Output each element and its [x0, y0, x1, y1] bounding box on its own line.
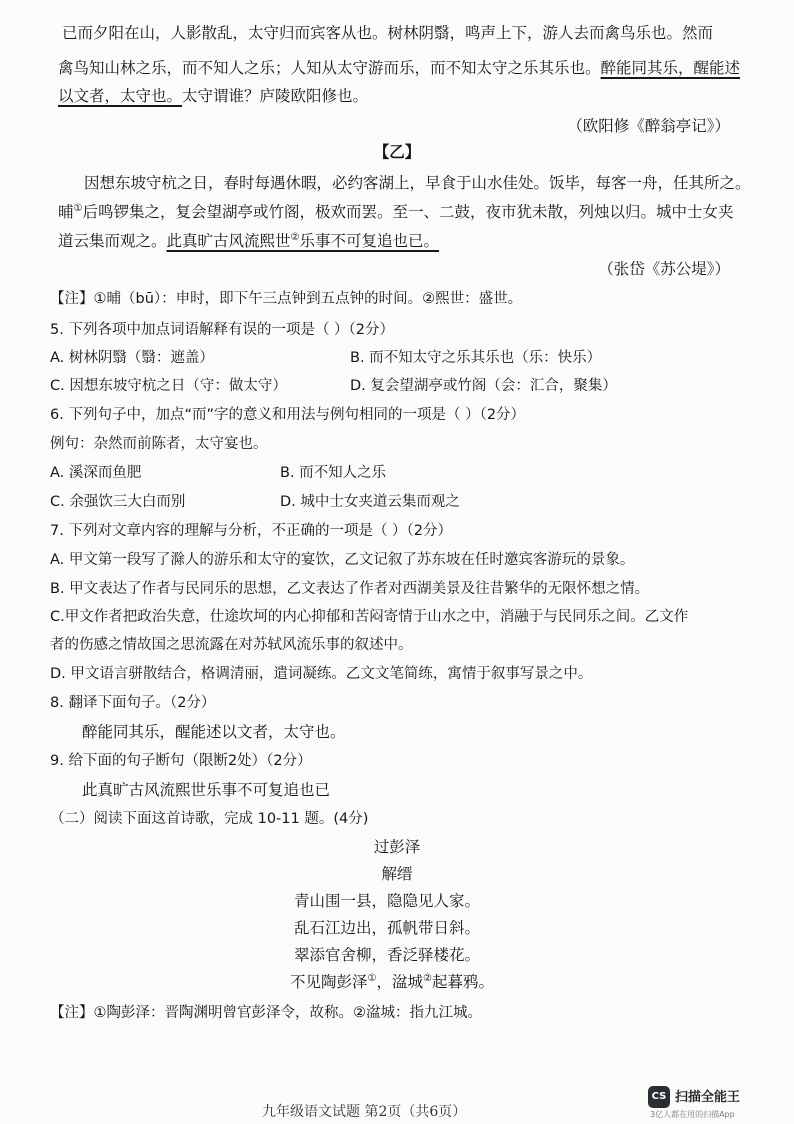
poem-author: 解缙	[381, 865, 413, 883]
question-8: 8. 翻译下面句子。（2分）	[50, 695, 216, 711]
underlined-sentence-b: 此真旷古风流熙世②乐事不可复追也已。	[166, 231, 440, 250]
poem-line-1: 青山围一县，隐隐见人家。	[294, 892, 481, 910]
question-7-option-d: D. 甲文语言骈散结合，格调清丽，遣词凝练。乙文文笔简练，寓情于叙事写景之中。	[50, 666, 593, 682]
camscanner-logo-icon: CS	[648, 1086, 670, 1108]
question-9: 9. 给下面的句子断句（限断2处）（2分）	[50, 753, 312, 769]
watermark-subtitle: 3亿人都在用的扫描App	[650, 1110, 735, 1119]
question-7-option-a: A. 甲文第一段写了滁人的游乐和太守的宴饮，乙文记叙了苏东坡在任时邀宾客游玩的景象。	[50, 552, 635, 568]
question-6: 6. 下列句子中，加点“而”字的意义和用法与例句相同的一项是（ ）（2分）	[50, 407, 526, 423]
question-6-option-c: C. 余强饮三大白而别	[50, 494, 186, 510]
question-6-option-a: A. 溪深而鱼肥	[50, 465, 142, 481]
question-7-option-c-line-2: 者的伤感之情故国之思流露在对苏轼风流乐事的叙述中。	[50, 637, 413, 653]
question-7-option-c-line-1: C.甲文作者把政治失意，仕途坎坷的内心抑郁和苦闷寄情于山水之中，消融于与民同乐之间。乙文作	[50, 609, 689, 625]
question-7-option-b: B. 甲文表达了作者与民同乐的思想，乙文表达了作者对西湖美景及往昔繁华的无限怀想之情。	[50, 581, 650, 597]
watermark-name: 扫描全能王	[675, 1090, 741, 1105]
question-5-option-d: D. 复会望湖亭或竹阁（会：汇合，聚集）	[350, 378, 617, 394]
underlined-sentence-a: 醉能同其乐，醒能述	[600, 59, 741, 77]
poem-line-2: 乱石江边出，孤帆带日斜。	[294, 919, 481, 937]
question-5: 5. 下列各项中加点词语解释有误的一项是（ ）（2分）	[50, 322, 395, 338]
passage-b-line-3: 道云集而观之。此真旷古风流熙世②乐事不可复追也已。	[58, 231, 440, 250]
question-9-sentence: 此真旷古风流熙世乐事不可复追也已	[82, 781, 331, 799]
question-5-option-b: B. 而不知太守之乐其乐也（乐：快乐）	[350, 350, 602, 366]
poem-line-4: 不见陶彭泽①，湓城②起暮鸦。	[290, 972, 494, 991]
scanner-watermark	[648, 1084, 768, 1118]
question-5-option-c: C. 因想东坡守杭之日（守：做太守）	[50, 378, 287, 394]
passage-a-line-1: 已而夕阳在山，人影散乱，太守归而宾客从也。树林阴翳，鸣声上下，游人去而禽鸟乐也。然而	[62, 24, 714, 42]
passage-b-note: 【注】①晡（bū）：申时，即下午三点钟到五点钟的时间。②熙世：盛世。	[50, 291, 523, 307]
poem-section-intro: （二）阅读下面这首诗歌，完成 10-11 题。(4分)	[50, 811, 369, 827]
question-5-option-a: A. 树林阴翳（翳：遮盖）	[50, 350, 214, 366]
passage-b-line-1: 因想东坡守杭之日，春时每遇休暇，必约客湖上，早食于山水佳处。饭毕，每客一舟，任其所之。	[84, 174, 751, 192]
passage-a-line-3: 以文者，太守也。太守谓谁？庐陵欧阳修也。	[58, 87, 369, 105]
passage-b-heading: 【乙】	[373, 142, 421, 161]
passage-b-source: （张岱《苏公堤》）	[598, 260, 730, 278]
passage-a-source: （欧阳修《醉翁亭记》）	[567, 117, 730, 135]
poem-line-3: 翠添官舍柳，香泛驿楼花。	[294, 946, 481, 964]
page-footer: 九年级语文试题 第2页（共6页）	[262, 1104, 467, 1120]
question-6-option-b: B. 而不知人之乐	[280, 465, 387, 481]
passage-b-line-2: 晡①后鸣锣集之，复会望湖亭或竹阁，极欢而罢。至一、二鼓，夜市犹未散，列烛以归。城中士女夹	[58, 202, 734, 221]
poem-title: 过彭泽	[373, 838, 421, 856]
question-6-example: 例句：杂然而前陈者，太守宴也。	[50, 436, 268, 452]
poem-note: 【注】①陶彭泽：晋陶渊明曾官彭泽令，故称。②湓城：指九江城。	[50, 1005, 482, 1021]
question-6-option-d: D. 城中士女夹道云集而观之	[280, 494, 460, 510]
question-8-sentence: 醉能同其乐，醒能述以文者，太守也。	[82, 723, 346, 741]
question-7: 7. 下列对文章内容的理解与分析，不正确的一项是（ ）（2分）	[50, 523, 453, 539]
passage-a-line-2: 禽鸟知山林之乐，而不知人之乐；人知从太守游而乐，而不知太守之乐其乐也。醉能同其乐，醒能述	[58, 59, 741, 77]
